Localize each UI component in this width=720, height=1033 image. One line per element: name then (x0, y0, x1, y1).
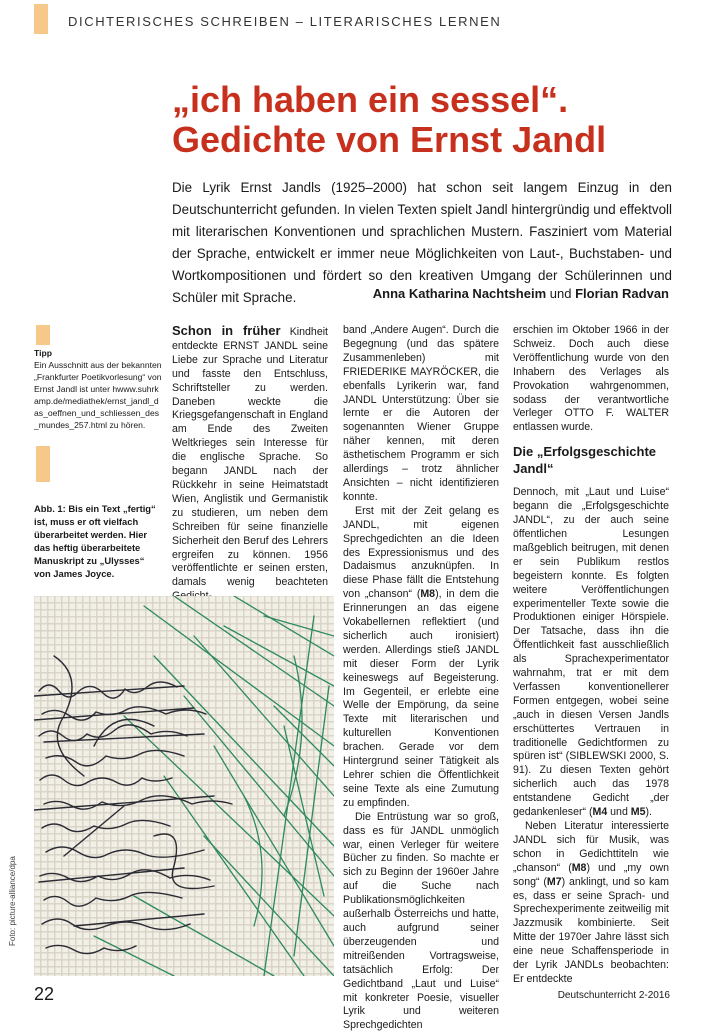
body-column-2 (343, 324, 499, 1033)
col3-paragraph-2: Dennoch, mit „Laut und Luise“ begann die „Erfolgsgeschichte JANDL“, zu der auch seine öffentlichen Lesungen maßgeblich beitrugen, mit denen er sein Publikum restlos begeistern konnte. Es folgten weitere Veröffentlichungen experimenteller Texte sowie die Produktionen einiger Hörspiele. Der Tatsache, dass ihn die Öffentlichkeit fast ausschließlich als Sprachexperimentator wahrnahm, trat er mit dem Verfassen konventionellerer Formen entgegen, wobei seine „auch in diesen Versen Jandls erschüttertes Vertrauen in traditionelle Gedichtformen zu spüren ist“ (SIBLEWSKI 2000, S. 91). Zu diesen Texten gehört sicherlich auch das 1978 entstandene Gedicht „der gedankenleser“ (M4 und M5). (513, 486, 669, 819)
col3-paragraph-1: erschien im Oktober 1966 in der Schweiz. Doch auch diese Veröffentlichung wurde von den Inhabern des Verlages als Provokation wahrgenommen, sodass der verantwortliche Verleger OTTO F. WALTER entlassen wurde. (513, 324, 669, 434)
tip-box (34, 347, 162, 431)
author-1: Anna Katharina Nachtsheim (372, 286, 547, 301)
lead-paragraph: Die Lyrik Ernst Jandls (1925–2000) hat schon seit langem Einzug in den Deutschunterricht gefunden. In vielen Texten spielt Jandl hintergründig und effektvoll mit literarischen Konventionen und sprachlichen Mustern. Fasziniert vom Material der Sprache, entwickelt er immer neue Möglichkeiten von Laut-, Buchstaben- und Wortkompositionen und fördert so den kreativen Umgang der Schülerinnen und Schüler mit Sprache. (172, 180, 672, 305)
body-column-3 (513, 324, 669, 987)
running-head: DICHTERISCHES SCHREIBEN – LITERARISCHES LERNEN (68, 14, 502, 29)
title-line-2: Gedichte von Ernst Jandl (172, 119, 607, 160)
material-ref-m7: M7 (546, 875, 562, 888)
tip-accent-tab (36, 325, 50, 345)
authors-line (172, 286, 669, 301)
col2-paragraph-3: Die Entrüstung war so groß, dass es für JANDL unmöglich war, einen Verleger für weitere Bücher zu finden. So machte er sich zu Beginn der 1960er Jahre auf die Suche nach Publikationsmöglichkeiten außerhalb Österreichs und hatte, auch aufgrund seiner überzeugenden und mitreißenden Vortragsweise, tatsächlich Erfolg: Der Gedichtband „Laut und Luise“ mit konkreter Poesie, visueller Lyrik und weiteren Sprechgedichten (343, 810, 499, 1032)
body-column-1 (172, 324, 328, 604)
col3-paragraph-3: Neben Literatur interessierte JANDL sich für Musik, was schon in Gedichttiteln wie „chanson“ (M8) und „my own song“ (M7) anklingt, und so kam es, dass er seine Sprach- und Sprechexperimente zeitweilig mit Jazzmusik kombinierte. Seit Mitte der 1970er Jahre lässt sich eine neue Schaffensperiode in der Lyrik JANDLs beobachten: Er entdeckte (513, 820, 669, 985)
run-in-heading: Schon in früher (172, 323, 281, 338)
photo-credit: Foto: picture-alliance/dpa (8, 856, 17, 946)
material-ref-m8: M8 (420, 588, 436, 601)
col1-paragraph-1: Kindheit entdeckte ERNST JANDL seine Liebe zur Sprache und Literatur und fasste den Entschluss, Schriftsteller zu werden. Daneben weckte die Kriegsgefangenschaft in England am Ende des Zweiten Weltkrieges sein Interesse für die englische Sprache. So begann JANDL nach der Rückkehr in seine Heimatstadt Wien, Anglistik und Germanistik zu studieren, um neben dem Schreiben für seine finanzielle Sicherheit den Beruf des Lehrers ergreifen zu können. 1956 veröffentlichte er seinen ersten, damals wenig beachteten (172, 326, 329, 589)
figure-caption: Abb. 1: Bis ein Text „fertig“ ist, muss er oft vielfach überarbeitet werden. Hier das heftig überarbeitete Manuskript zu „Ulysses“ von James Joyce. (34, 503, 156, 579)
page-number: 22 (34, 984, 55, 1004)
material-ref-m4: M4 (592, 806, 608, 819)
tip-heading: Tipp (34, 348, 52, 358)
tip-text: Ein Ausschnitt aus der bekannten „Frankfurter Poetikvorlesung“ von Ernst Jandl ist unter hwww.suhrkamp.de/mediathek/ernst_jandl_das_oeffnen_und_schliessen_des_mundes_257.html zu hören. (34, 360, 162, 430)
col2-paragraph-1: band „Andere Augen“. Durch die Begegnung (und das spätere Zusammenleben) mit FRIEDERIKE MAYRÖCKER, die ebenfalls Lyrikerin war, fand JANDL Unterstützung: Über sie lernte er die Autoren der sogenannten Wiener Gruppe näher kennen, mit deren ästhetischem Programm er sich allerdings – trotz ähnlicher Ansichten – nicht identifizieren konnte. (343, 324, 499, 503)
author-conjunction: und (549, 286, 572, 301)
section-subheading: Die „Erfolgsgeschichte Jandl“ (513, 444, 657, 477)
title-line-1: „ich haben ein sessel“. (172, 79, 569, 120)
material-ref-m5: M5 (630, 806, 646, 819)
journal-footer: Deutschunterricht 2-2016 (557, 990, 670, 1001)
page-title (172, 80, 692, 160)
material-ref-m8-2: M8 (571, 861, 587, 874)
author-2: Florian Radvan (575, 286, 669, 301)
header-accent-tab (34, 4, 48, 34)
caption-accent-tab (36, 446, 50, 482)
manuscript-image (34, 596, 334, 976)
col2-paragraph-2: Erst mit der Zeit gelang es JANDL, mit eigenen Sprechgedichten an die Ideen des Expressionismus und des Dadaismus anzuknüpfen. In diese Phase fällt die Entstehung von „chanson“ (M8), in dem die Erinnerungen an das eigene Vokabellernen reflektiert (und sicherlich auch ironisiert) werden. Allerdings stieß JANDL mit dieser Form der Lyrik keineswegs auf Begeisterung. Im Gegenteil, er erlebte eine Welle der Empörung, da seine Texte mit literarischen und kulturellen Konventionen brachen. Gerade vor dem Hintergrund seiner Tätigkeit als Lehrer schien die Öffentlichkeit seine Texte als eine Zumutung zu empfinden. (343, 504, 499, 809)
